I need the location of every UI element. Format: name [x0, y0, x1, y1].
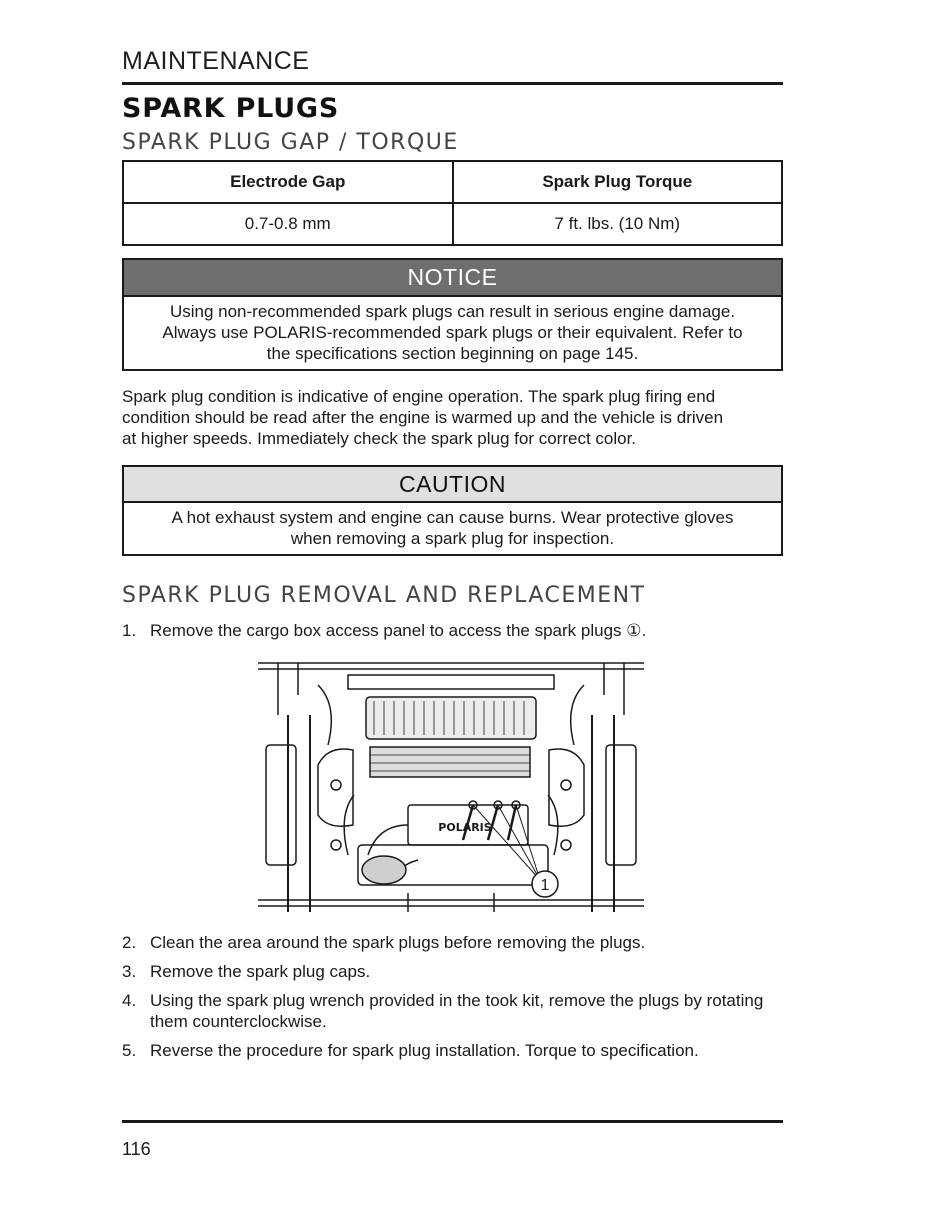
notice-box	[122, 258, 783, 371]
caution-body	[124, 503, 781, 554]
step-number: 3.	[122, 962, 137, 981]
spark-plug-condition-paragraph	[122, 386, 783, 449]
step-item	[122, 990, 783, 1032]
page-title: SPARK PLUGS	[122, 93, 340, 124]
gap-torque-subtitle: SPARK PLUG GAP / TORQUE	[122, 130, 459, 155]
caution-box	[122, 465, 783, 556]
caution-line: A hot exhaust system and engine can cause burns. Wear protective gloves	[171, 508, 734, 527]
callout-number: 1	[540, 877, 550, 894]
header-rule	[122, 82, 783, 85]
paragraph-line: Spark plug condition is indicative of engine operation. The spark plug firing end	[122, 387, 716, 406]
notice-line: Always use POLARIS-recommended spark plugs or their equivalent. Refer to	[162, 323, 743, 342]
step-item	[122, 961, 783, 982]
paragraph-line: condition should be read after the engine is warmed up and the vehicle is driven	[122, 408, 724, 427]
section-header: MAINTENANCE	[122, 47, 310, 75]
step-text: Using the spark plug wrench provided in the took kit, remove the plugs by rotating them counterclockwise.	[150, 991, 764, 1031]
removal-subtitle: SPARK PLUG REMOVAL AND REPLACEMENT	[122, 583, 646, 608]
page-number: 116	[122, 1139, 151, 1159]
spark-plug-location-illustration	[258, 655, 644, 912]
footer-rule	[122, 1120, 783, 1123]
figure-brand-label: POLARIS	[438, 821, 492, 834]
table-header-plug-torque: Spark Plug Torque	[453, 161, 783, 203]
step-number: 2.	[122, 933, 137, 952]
step-number: 5.	[122, 1041, 137, 1060]
table-header-electrode-gap: Electrode Gap	[123, 161, 453, 203]
step-text: Reverse the procedure for spark plug installation. Torque to specification.	[150, 1041, 699, 1060]
notice-line: Using non-recommended spark plugs can result in serious engine damage.	[169, 302, 736, 321]
notice-line: the specifications section beginning on page 145.	[266, 344, 639, 363]
notice-heading: NOTICE	[124, 260, 781, 297]
step-text: Remove the spark plug caps.	[150, 962, 371, 981]
step-item	[122, 620, 783, 641]
caution-line: when removing a spark plug for inspection.	[290, 529, 615, 548]
step-number: 1.	[122, 621, 137, 640]
paragraph-line: at higher speeds. Immediately check the spark plug for correct color.	[122, 429, 637, 448]
step-item	[122, 932, 783, 953]
step-number: 4.	[122, 991, 137, 1010]
step-item	[122, 1040, 783, 1061]
caution-heading: CAUTION	[124, 467, 781, 503]
step-text: Clean the area around the spark plugs before removing the plugs.	[150, 933, 646, 952]
notice-body	[124, 297, 781, 369]
step-text: Remove the cargo box access panel to access the spark plugs ①.	[150, 621, 647, 640]
gap-torque-table	[122, 160, 783, 246]
table-cell-electrode-gap: 0.7-0.8 mm	[123, 203, 453, 245]
table-cell-plug-torque: 7 ft. lbs. (10 Nm)	[453, 203, 783, 245]
